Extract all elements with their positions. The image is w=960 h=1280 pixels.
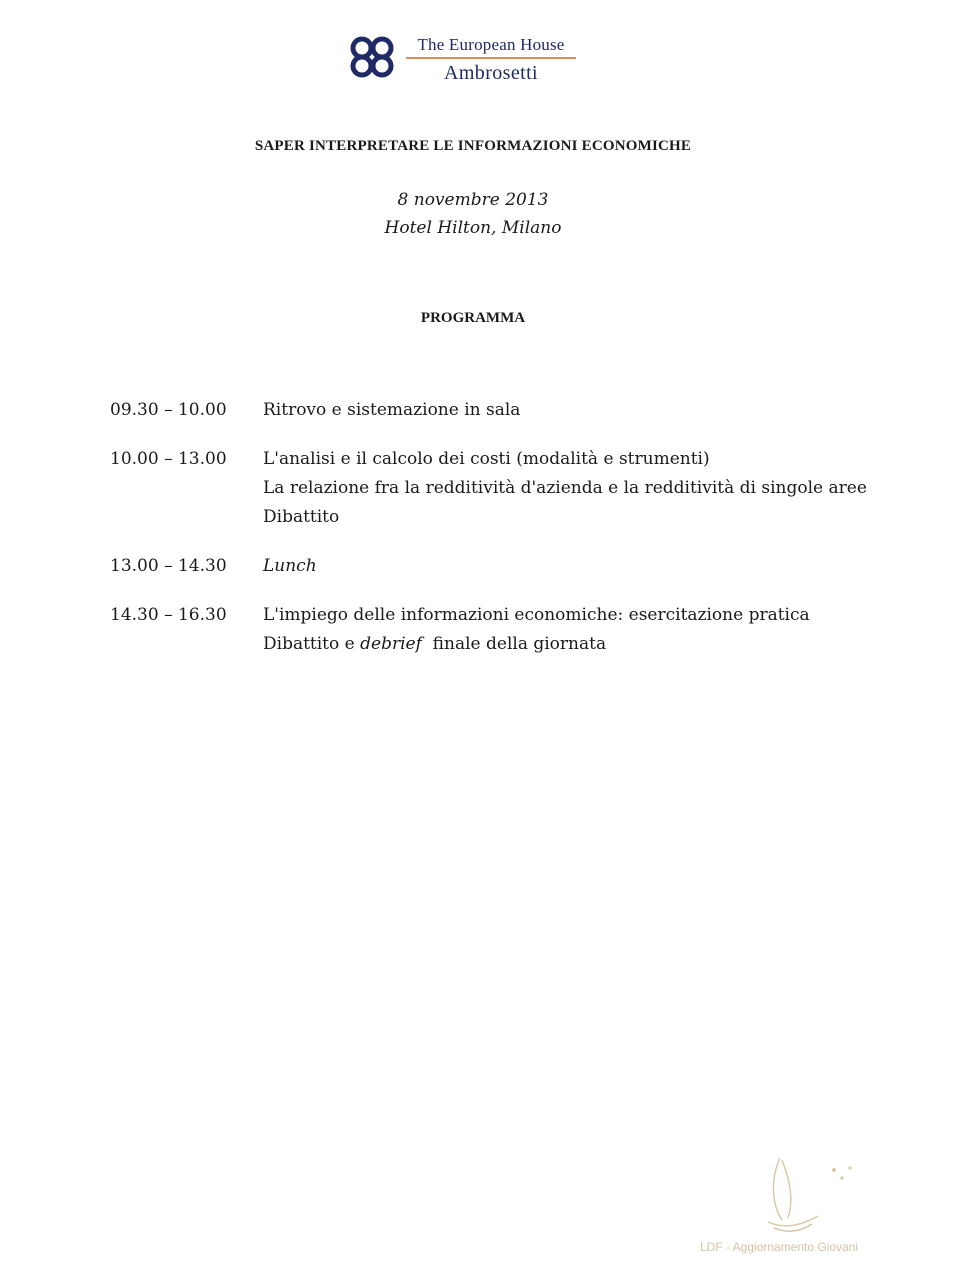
schedule-item: L'impiego delle informazioni economiche: esercitazione pratica <box>263 605 810 625</box>
schedule-row <box>110 396 870 425</box>
brand-line-1: The European House <box>417 35 565 54</box>
event-venue: Hotel Hilton, Milano <box>384 218 562 238</box>
ambrosetti-mark-icon <box>348 34 400 80</box>
schedule-item-part: finale della giornata <box>421 634 607 654</box>
schedule-time: 09.30 – 10.00 <box>110 400 227 420</box>
schedule-item <box>263 630 810 659</box>
schedule-row <box>110 445 870 532</box>
schedule-item: Dibattito <box>263 507 340 527</box>
program-heading: PROGRAMMA <box>420 310 526 326</box>
schedule-item-part: Dibattito e <box>263 634 361 654</box>
schedule-item: L'analisi e il calcolo dei costi (modalità e strumenti) <box>263 449 710 469</box>
schedule-row <box>110 552 870 581</box>
footer-label: LDF - Aggiornamento Giovani <box>700 1240 859 1254</box>
brand-line-2: Ambrosetti <box>444 62 538 84</box>
schedule-item-italic: debrief <box>360 634 422 654</box>
event-title: SAPER INTERPRETARE LE INFORMAZIONI ECONOMICHE <box>254 138 692 154</box>
schedule-item: Ritrovo e sistemazione in sala <box>263 400 521 420</box>
ambrosetti-logo <box>348 34 576 85</box>
schedule-time: 14.30 – 16.30 <box>110 605 227 625</box>
sailboat-icon <box>760 1150 860 1240</box>
schedule-row <box>110 601 870 659</box>
schedule <box>110 396 870 679</box>
event-date: 8 novembre 2013 <box>397 190 549 210</box>
schedule-item: Lunch <box>263 556 317 576</box>
brand-rule <box>406 57 576 59</box>
schedule-time: 10.00 – 13.00 <box>110 449 227 469</box>
schedule-time: 13.00 – 14.30 <box>110 556 227 576</box>
schedule-item: La relazione fra la redditività d'azienda e la redditività di singole aree <box>263 478 867 498</box>
